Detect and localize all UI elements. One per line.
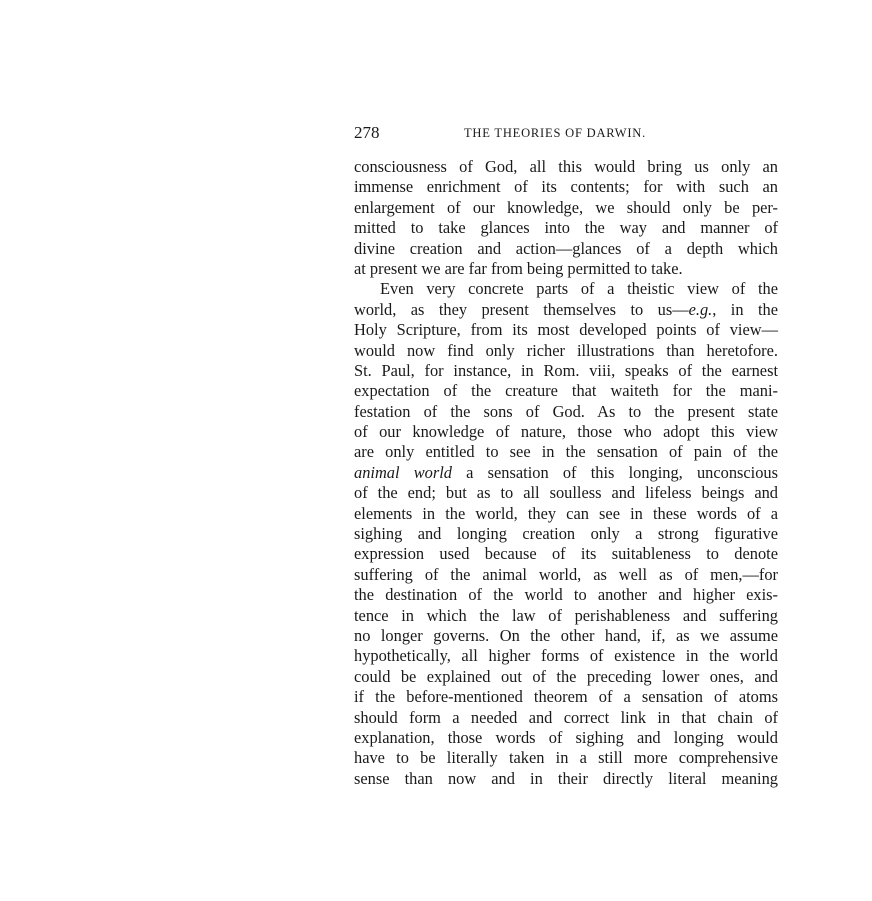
running-head (354, 122, 778, 144)
text-line: should form a needed and correct link in that chain of (354, 707, 778, 727)
book-page (354, 122, 778, 789)
text-line: consciousness of God, all this would bring us only an (354, 157, 778, 176)
text-line: would now find only richer illustrations than heretofore. (354, 340, 778, 360)
body-text (354, 157, 778, 789)
text-line: are only entitled to see in the sensation of pain of the (354, 442, 778, 462)
text-line: at present we are far from being permitted to take. (354, 258, 683, 278)
text-line: elements in the world, they can see in these words of a (354, 503, 778, 523)
text-line: expectation of the creature that waiteth for the mani- (354, 381, 778, 401)
text-segment: a sensation of this longing, unconscious (451, 462, 778, 482)
text-line: mitted to take glances into the way and manner of (354, 218, 778, 238)
text-line: no longer governs. On the other hand, if, as we assume (354, 625, 778, 645)
text-line: sighing and longing creation only a strong figurative (354, 524, 778, 544)
text-line: sense than now and in their directly literal meaning (354, 768, 778, 788)
text-line: if the before-mentioned theorem of a sensation of atoms (354, 687, 778, 707)
text-line: suffering of the animal world, as well as of men,—for (354, 564, 778, 584)
text-line: divine creation and action—glances of a depth which (354, 238, 778, 258)
text-line: the destination of the world to another and higher exis- (354, 585, 778, 605)
text-line: of our knowledge of nature, those who adopt this view (354, 422, 778, 442)
running-title: THE THEORIES OF DARWIN. (464, 126, 647, 140)
text-line: immense enrichment of its contents; for with such an (354, 177, 778, 197)
text-segment: world, as they present themselves to us— (354, 299, 689, 319)
text-line: could be explained out of the preceding lower ones, and (354, 666, 778, 686)
text-line: enlargement of our knowledge, we should only be per- (354, 197, 778, 217)
text-line: festation of the sons of God. As to the present state (354, 401, 778, 421)
text-line: Even very concrete parts of a theistic view of the (380, 279, 778, 299)
text-line: expression used because of its suitableness to denote (354, 544, 778, 564)
text-line: tence in which the law of perishableness and suffering (354, 605, 778, 625)
italic-abbreviation: e.g. (688, 299, 713, 319)
text-line: St. Paul, for instance, in Rom. viii, speaks of the earnest (354, 360, 778, 380)
text-line (354, 300, 778, 320)
text-line: have to be literally taken in a still more comprehensive (354, 748, 778, 768)
text-line: Holy Scripture, from its most developed points of view— (354, 320, 778, 340)
text-segment: , in the (712, 299, 778, 319)
italic-phrase: animal world (354, 462, 452, 482)
text-line: hypothetically, all higher forms of existence in the world (354, 646, 778, 666)
text-line: of the end; but as to all soulless and lifeless beings and (354, 483, 778, 503)
page-number: 278 (354, 123, 380, 142)
text-line: explanation, those words of sighing and longing would (354, 727, 778, 747)
text-line (354, 463, 778, 483)
